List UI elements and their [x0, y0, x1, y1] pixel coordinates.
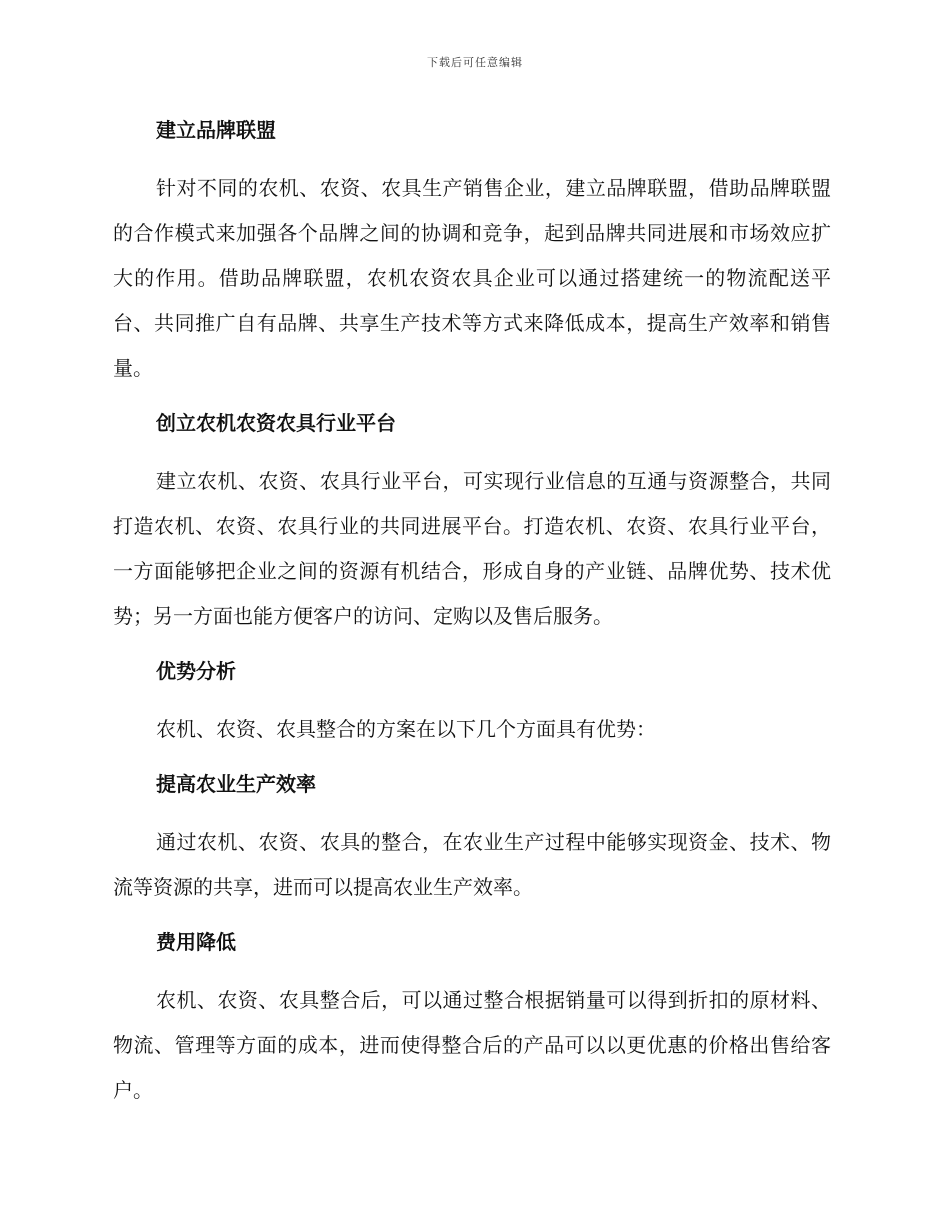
section-heading-brand-alliance: 建立品牌联盟 — [156, 118, 276, 142]
section-heading-efficiency: 提高农业生产效率 — [156, 772, 316, 796]
section-paragraph-industry-platform: 建立农机、农资、农具行业平台，可实现行业信息的互通与资源整合，共同打造农机、农资、农具行业的共同进展平台。打造农机、农资、农具行业平台，一方面能够把企业之间的资源有机结合，形成自身的产业链、品牌优势、技术优势；另一方面也能方便客户的访问、定购以及售后服务。 — [113, 469, 831, 628]
section-heading-industry-platform: 创立农机农资农具行业平台 — [156, 411, 396, 435]
section-paragraph-advantage-analysis: 农机、农资、农具整合的方案在以下几个方面具有优势： — [156, 717, 656, 741]
section-paragraph-cost-reduction: 农机、农资、农具整合后，可以通过整合根据销量可以得到折扣的原材料、物流、管理等方面的成本，进而使得整合后的产品可以以更优惠的价格出售给客户。 — [113, 988, 831, 1102]
document-body — [113, 110, 831, 1125]
section-paragraph-brand-alliance: 针对不同的农机、农资、农具生产销售企业，建立品牌联盟，借助品牌联盟的合作模式来加强各个品牌之间的协调和竞争，起到品牌共同进展和市场效应扩大的作用。借助品牌联盟，农机农资农具企业可以通过搭建统一的物流配送平台、共同推广自有品牌、共享生产技术等方式来降低成本，提高生产效率和销售量。 — [113, 176, 831, 380]
section-heading-advantage-analysis: 优势分析 — [156, 659, 236, 683]
section-heading-cost-reduction: 费用降低 — [156, 930, 236, 954]
section-paragraph-efficiency: 通过农机、农资、农具的整合，在农业生产过程中能够实现资金、技术、物流等资源的共享，进而可以提高农业生产效率。 — [113, 830, 831, 899]
page-header: 下载后可任意编辑 — [427, 56, 523, 69]
